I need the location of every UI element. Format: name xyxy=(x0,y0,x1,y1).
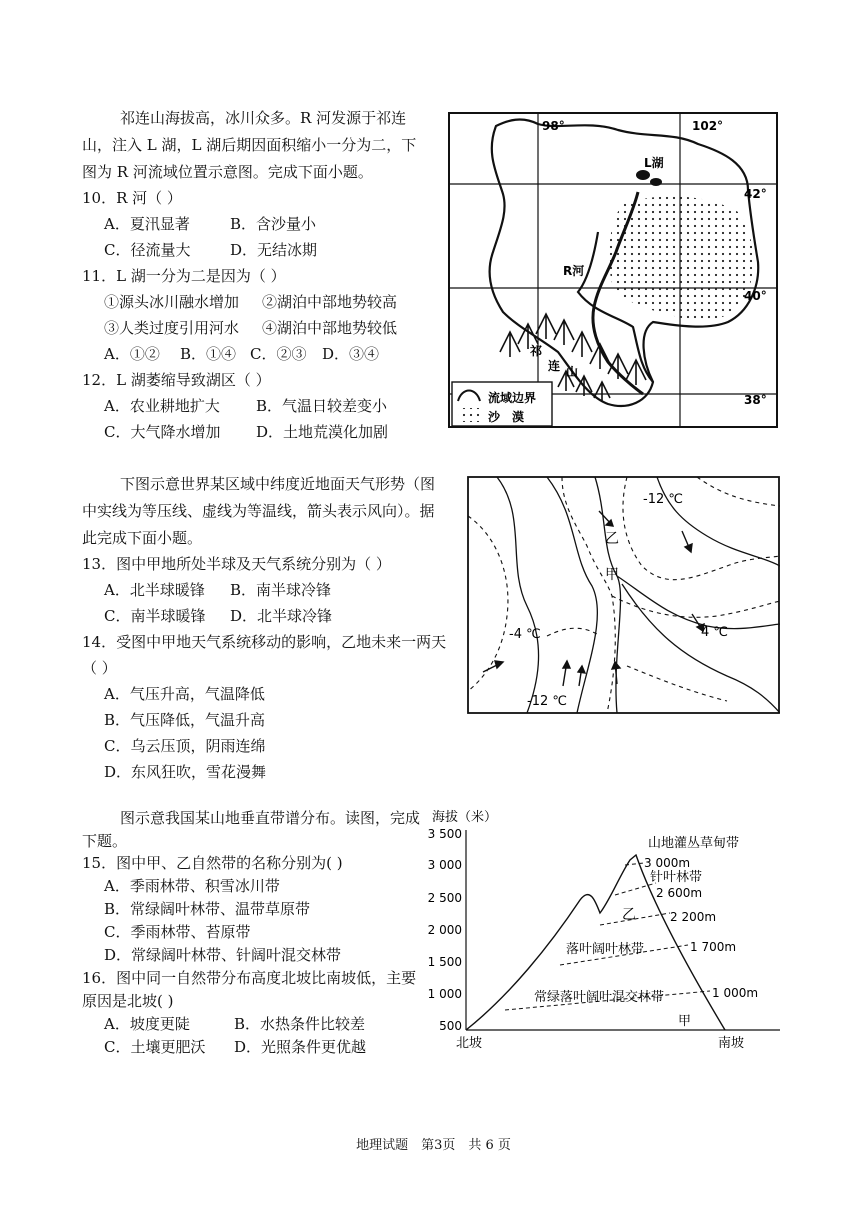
map2-yi-label: 乙 xyxy=(605,531,619,547)
intro-line-2: 山，注入 L 湖，L 湖后期因面积缩小一分为二，下 xyxy=(82,136,417,154)
q11-option-c: C．②③ xyxy=(250,345,307,363)
ytick-1500: 1 500 xyxy=(427,955,462,969)
page-footer: 地理试题 第3页 共 6 页 xyxy=(356,1138,511,1153)
q11-stem: 11．L 湖一分为二是因为（ ） xyxy=(82,267,286,285)
belt-mixed: 常绿落叶阔叶混交林带 xyxy=(534,990,665,1005)
q11-option-b: B．①④ xyxy=(180,345,237,363)
ytick-2500: 2 500 xyxy=(427,891,462,905)
label-north-slope: 北坡 xyxy=(456,1036,483,1051)
q13-option-d: D．北半球冷锋 xyxy=(230,607,333,625)
map1-lake-label: L湖 xyxy=(644,156,664,170)
q16-stem: 16．图中同一自然带分布高度北坡比南坡低，主要 xyxy=(82,969,417,987)
height-2600: 2 600m xyxy=(656,886,703,900)
height-2200: 2 200m xyxy=(670,910,717,924)
map2-temp-label-4: -12 ℃ xyxy=(527,694,567,709)
q14-option-a: A．气压升高，气温降低 xyxy=(104,685,265,703)
q11-option-d: D．③④ xyxy=(322,345,380,363)
s2-intro-line-3: 此完成下面小题。 xyxy=(82,529,203,547)
q14-stem-2: （ ） xyxy=(82,659,117,677)
belt-deciduous: 落叶阔叶林带 xyxy=(566,942,645,957)
q15-option-a: A．季雨林带、积雪冰川带 xyxy=(104,877,280,895)
q14-option-c: C．乌云压顶，阴雨连绵 xyxy=(104,737,266,755)
map1-river-label: R河 xyxy=(563,264,585,278)
q10-option-d: D．无结冰期 xyxy=(230,241,318,259)
s2-intro-line-2: 中实线为等压线、虚线为等温线，箭头表示风向）。据 xyxy=(82,502,435,520)
q12-stem: 12．L 湖萎缩导致湖区（ ） xyxy=(82,371,271,389)
q11-item-2: ②湖泊中部地势较高 xyxy=(262,293,398,311)
ytick-3500: 3 500 xyxy=(427,827,462,841)
r-river-basin-map xyxy=(448,112,778,428)
q10-option-b: B．含沙量小 xyxy=(230,215,317,233)
map2-jia-label: 甲 xyxy=(605,567,619,583)
q12-option-c: C．大气降水增加 xyxy=(104,423,221,441)
q14-option-d: D．东风狂吹，雪花漫舞 xyxy=(104,763,267,781)
height-3000: 3 000m xyxy=(644,856,691,870)
mountain-zonation-diagram xyxy=(420,805,790,1055)
label-south-slope: 南坡 xyxy=(718,1036,745,1051)
belt-jia: 甲 xyxy=(678,1014,692,1029)
height-1000: 1 000m xyxy=(712,986,759,1000)
map2-temp-label-1: -12 ℃ xyxy=(643,492,683,507)
q15-option-d: D．常绿阔叶林带、针阔叶混交林带 xyxy=(104,946,342,964)
height-1700: 1 700m xyxy=(690,940,737,954)
q10-stem: 10．R 河（ ） xyxy=(82,189,182,207)
q15-option-c: C．季雨林带、苔原带 xyxy=(104,923,251,941)
map1-lon-98: 98° xyxy=(542,119,565,133)
map1-mountain-char-3: 山 xyxy=(566,365,579,379)
q11-item-3: ③人类过度引用河水 xyxy=(104,319,240,337)
map2-temp-label-2: -4 ℃ xyxy=(509,627,541,642)
q13-stem: 13．图中甲地所处半球及天气系统分别为（ ） xyxy=(82,555,391,573)
q12-option-a: A．农业耕地扩大 xyxy=(104,397,220,415)
q15-stem: 15．图中甲、乙自然带的名称分别为( ) xyxy=(82,854,343,872)
q13-option-b: B．南半球冷锋 xyxy=(230,581,332,599)
q14-stem: 14．受图中甲地天气系统移动的影响，乙地未来一两天 xyxy=(82,633,447,651)
s3-intro-line-1: 图示意我国某山地垂直带谱分布。读图，完成 xyxy=(120,809,421,827)
intro-line-1: 祁连山海拔高，冰川众多。R 河发源于祁连 xyxy=(120,109,407,127)
q13-option-c: C．南半球暖锋 xyxy=(104,607,206,625)
map1-mountain-char-2: 连 xyxy=(548,359,561,373)
belt-meadow: 山地灌丛草甸带 xyxy=(648,836,740,851)
map1-legend-desert: 沙 漠 xyxy=(488,410,525,424)
q11-item-1: ①源头冰川融水增加 xyxy=(104,293,240,311)
map1-legend-boundary: 流域边界 xyxy=(488,391,537,405)
map1-lat-42: 42° xyxy=(744,187,767,201)
q11-item-4: ④湖泊中部地势较低 xyxy=(262,319,398,337)
q12-option-d: D．土地荒漠化加剧 xyxy=(256,423,389,441)
map1-lat-40: 40° xyxy=(744,289,767,303)
map1-mountain-char-1: 祁 xyxy=(530,344,543,358)
weather-situation-map xyxy=(467,476,780,714)
q16-option-b: B．水热条件比较差 xyxy=(234,1015,366,1033)
q14-option-b: B．气压降低，气温升高 xyxy=(104,711,266,729)
ytick-500: 500 xyxy=(439,1019,462,1033)
q16-option-c: C．土壤更肥沃 xyxy=(104,1038,206,1056)
s3-intro-line-2: 下题。 xyxy=(82,832,128,850)
q16-option-d: D．光照条件更优越 xyxy=(234,1038,367,1056)
q11-option-a: A．①② xyxy=(104,345,160,363)
q15-option-b: B．常绿阔叶林带、温带草原带 xyxy=(104,900,311,918)
q16-option-a: A．坡度更陡 xyxy=(104,1015,190,1033)
belt-coniferous: 针叶林带 xyxy=(650,870,703,885)
map1-lon-102: 102° xyxy=(692,119,724,133)
q16-stem-2: 原因是北坡( ) xyxy=(82,992,174,1010)
ytick-1000: 1 000 xyxy=(427,987,462,1001)
q10-option-c: C．径流量大 xyxy=(104,241,191,259)
ytick-2000: 2 000 xyxy=(427,923,462,937)
q12-option-b: B．气温日较差变小 xyxy=(256,397,388,415)
ytick-3000: 3 000 xyxy=(427,858,462,872)
map1-lat-38: 38° xyxy=(744,393,767,407)
q13-option-a: A．北半球暖锋 xyxy=(104,581,205,599)
intro-line-3: 图为 R 河流域位置示意图。完成下面小题。 xyxy=(82,163,373,181)
belt-yi: 乙 xyxy=(622,907,636,923)
map2-temp-label-3: 4 ℃ xyxy=(701,625,729,640)
s2-intro-line-1: 下图示意世界某区域中纬度近地面天气形势（图 xyxy=(120,475,436,493)
q10-option-a: A．夏汛显著 xyxy=(104,215,190,233)
zonation-ylabel: 海拔（米） xyxy=(432,810,498,825)
